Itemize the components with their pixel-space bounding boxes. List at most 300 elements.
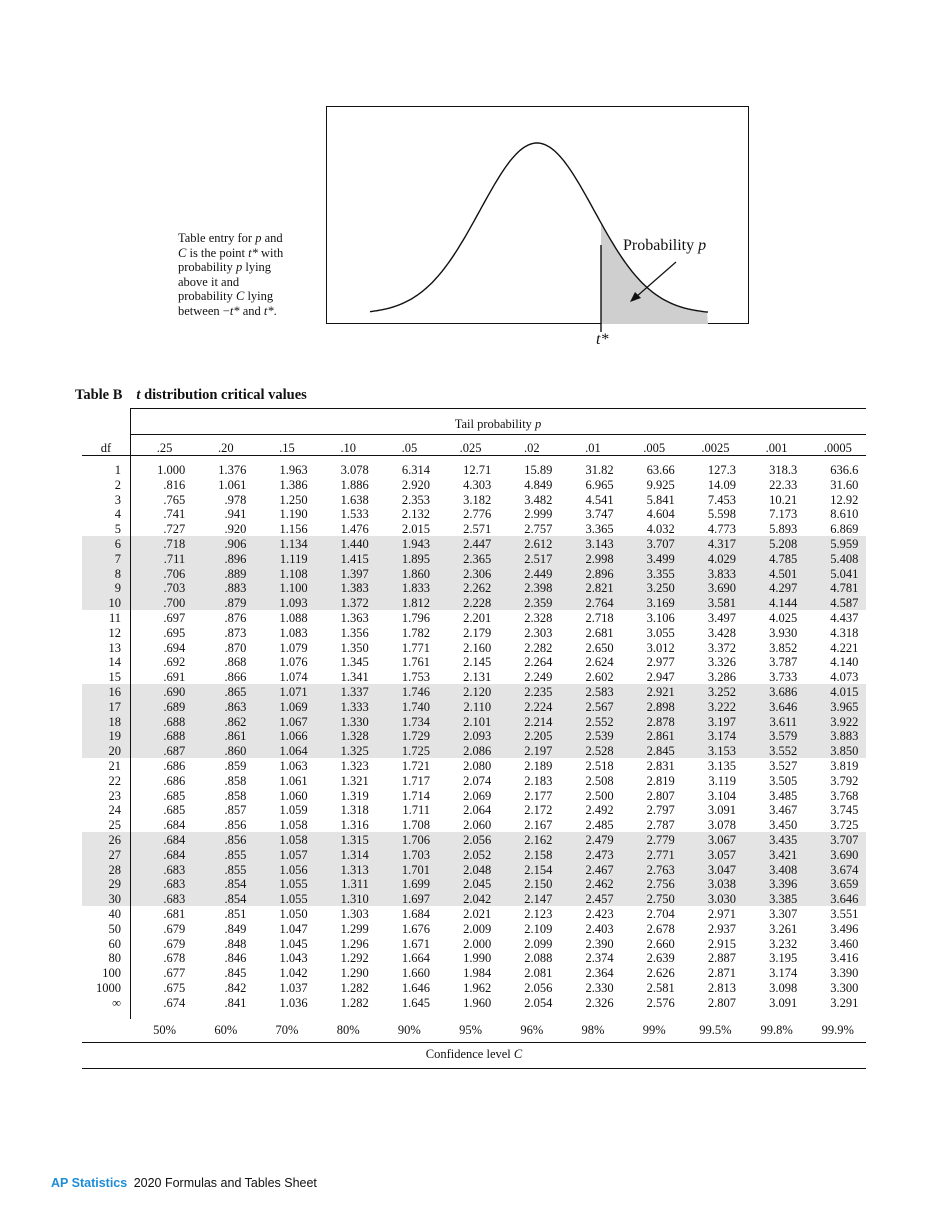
critical-value-cell: .703 <box>163 581 186 596</box>
critical-value-cell: 3.674 <box>830 862 859 877</box>
critical-value-cell: 1.064 <box>279 744 308 759</box>
critical-value-cell: 2.147 <box>524 892 553 907</box>
critical-value-cell: 2.390 <box>585 936 614 951</box>
df-cell: 26 <box>108 833 121 847</box>
critical-value-cell: 1.055 <box>279 892 308 907</box>
critical-value-cell: 1.058 <box>279 833 308 847</box>
critical-value-cell: 2.779 <box>646 833 675 847</box>
critical-value-cell: 2.064 <box>463 803 492 818</box>
critical-value-cell: 3.833 <box>707 566 736 581</box>
critical-value-cell: 3.106 <box>646 611 675 625</box>
df-cell: 30 <box>108 892 121 907</box>
critical-value-cell: 2.069 <box>463 788 492 803</box>
critical-value-cell: 1.056 <box>279 862 308 877</box>
critical-value-cell: 5.598 <box>707 507 736 522</box>
critical-value-cell: 1.323 <box>340 759 369 773</box>
critical-value-cell: 4.297 <box>769 581 798 596</box>
critical-value-cell: 3.174 <box>707 729 736 744</box>
critical-value-cell: 1.734 <box>401 714 430 729</box>
critical-value-cell: 3.485 <box>769 788 798 803</box>
critical-value-cell: 3.482 <box>524 492 553 507</box>
critical-value-cell: 1.311 <box>341 877 369 892</box>
critical-value-cell: 1.895 <box>401 551 430 566</box>
critical-value-cell: 2.602 <box>585 670 614 685</box>
critical-value-cell: 1.250 <box>279 492 308 507</box>
critical-value-cell: 10.21 <box>769 492 798 507</box>
critical-value-cell: 3.450 <box>769 818 798 833</box>
critical-value-cell: 2.364 <box>585 966 614 981</box>
column-header-p: .0025 <box>701 441 730 455</box>
critical-value-cell: 636.6 <box>830 463 859 477</box>
critical-value-cell: 2.132 <box>401 507 430 522</box>
df-cell: 9 <box>114 581 121 596</box>
critical-value-cell: 4.541 <box>585 492 614 507</box>
critical-value-cell: 2.457 <box>585 892 614 907</box>
critical-value-cell: 2.403 <box>585 921 614 936</box>
critical-value-cell: 2.528 <box>585 744 614 759</box>
critical-value-cell: 3.261 <box>769 921 798 936</box>
critical-value-cell: 1.042 <box>279 966 308 981</box>
critical-value-cell: 2.120 <box>463 685 492 699</box>
critical-value-cell: 1.886 <box>340 477 369 492</box>
df-cell: 5 <box>114 522 121 537</box>
critical-value-cell: .863 <box>224 699 247 714</box>
critical-value-cell: 1.061 <box>279 773 308 788</box>
critical-value-cell: 1.372 <box>340 596 369 611</box>
critical-value-cell: 3.250 <box>646 581 675 596</box>
critical-value-cell: 2.201 <box>463 611 492 625</box>
critical-value-cell: 1.314 <box>340 847 369 862</box>
critical-value-cell: 3.552 <box>769 744 798 759</box>
critical-value-cell: 2.109 <box>524 921 553 936</box>
critical-value-cell: 4.604 <box>646 507 675 522</box>
critical-value-cell: 5.408 <box>830 551 859 566</box>
critical-value-cell: 4.317 <box>707 537 736 551</box>
critical-value-cell: .859 <box>224 759 247 773</box>
critical-value-cell: 3.098 <box>769 981 798 995</box>
critical-value-cell: 1.860 <box>401 566 430 581</box>
critical-value-cell: 2.183 <box>524 773 553 788</box>
critical-value-cell: 3.195 <box>769 951 798 966</box>
critical-value-cell: .854 <box>224 892 247 907</box>
critical-value-cell: 1.299 <box>340 921 369 936</box>
table-title: Table B t distribution critical values <box>75 387 307 403</box>
critical-value-cell: 1.714 <box>401 788 430 803</box>
critical-value-cell: 3.091 <box>707 803 736 818</box>
critical-value-cell: .695 <box>163 625 186 640</box>
critical-value-cell: 127.3 <box>707 463 736 477</box>
critical-value-cell: 3.930 <box>769 625 798 640</box>
critical-value-cell: 1.740 <box>401 699 430 714</box>
critical-value-cell: .683 <box>163 862 186 877</box>
critical-value-cell: 1.066 <box>279 729 308 744</box>
critical-value-cell: 2.449 <box>524 566 553 581</box>
critical-value-cell: 2.518 <box>585 759 614 773</box>
tail-header-rule <box>130 434 866 435</box>
critical-value-cell: 1.356 <box>340 625 369 640</box>
probability-arrow <box>636 262 676 297</box>
critical-value-cell: 1.282 <box>340 981 369 995</box>
critical-value-cell: 2.359 <box>524 596 553 611</box>
confidence-level-cell: 50% <box>153 1023 177 1037</box>
critical-value-cell: 3.551 <box>830 907 859 921</box>
critical-value-cell: 2.887 <box>707 951 736 966</box>
critical-value-cell: 3.408 <box>769 862 798 877</box>
df-cell: 80 <box>108 951 121 966</box>
critical-value-cell: 2.145 <box>463 655 492 670</box>
critical-value-cell: 3.965 <box>830 699 859 714</box>
critical-value-cell: 2.639 <box>646 951 675 966</box>
probability-label: Probability p <box>623 237 707 254</box>
critical-value-cell: 5.841 <box>646 492 675 507</box>
critical-value-cell: 1.310 <box>340 892 369 907</box>
critical-value-cell: .694 <box>163 640 186 655</box>
critical-value-cell: 2.757 <box>524 522 553 537</box>
df-cell: 12 <box>108 625 121 640</box>
critical-value-cell: 1.050 <box>279 907 308 921</box>
table-top-rule <box>130 408 866 409</box>
critical-value-cell: .855 <box>224 862 247 877</box>
df-cell: ∞ <box>112 995 121 1010</box>
critical-value-cell: 2.831 <box>646 759 675 773</box>
critical-value-cell: 3.922 <box>830 714 859 729</box>
critical-value-cell: 6.314 <box>401 463 430 477</box>
critical-value-cell: 1.079 <box>279 640 308 655</box>
confidence-level-cell: 95% <box>459 1023 483 1037</box>
critical-value-cell: 4.032 <box>646 522 675 537</box>
critical-value-cell: 3.232 <box>769 936 798 951</box>
critical-value-cell: 1.083 <box>279 625 308 640</box>
critical-value-cell: 3.707 <box>830 833 859 847</box>
critical-value-cell: .679 <box>163 936 186 951</box>
critical-value-cell: 2.306 <box>463 566 492 581</box>
critical-value-cell: .706 <box>163 566 186 581</box>
critical-value-cell: .765 <box>163 492 186 507</box>
critical-value-cell: .684 <box>163 833 186 847</box>
critical-value-cell: 1.043 <box>279 951 308 966</box>
table-bottom-rule <box>82 1068 866 1069</box>
critical-value-cell: 1.318 <box>340 803 369 818</box>
critical-value-cell: 2.154 <box>524 862 553 877</box>
critical-value-cell: 3.390 <box>830 966 859 981</box>
df-cell: 16 <box>108 685 121 699</box>
critical-value-cell: 3.467 <box>769 803 798 818</box>
critical-value-cell: 2.088 <box>524 951 553 966</box>
confidence-level-cell: 60% <box>214 1023 238 1037</box>
critical-value-cell: .686 <box>163 759 186 773</box>
critical-value-cell: 2.189 <box>524 759 553 773</box>
critical-value-cell: 3.659 <box>830 877 859 892</box>
df-cell: 18 <box>108 714 121 729</box>
critical-value-cell: 2.977 <box>646 655 675 670</box>
critical-value-cell: 1.058 <box>279 818 308 833</box>
critical-value-cell: 3.055 <box>646 625 675 640</box>
column-header-p: .15 <box>279 441 295 455</box>
df-cell: 17 <box>108 699 121 714</box>
critical-value-cell: 3.326 <box>707 655 736 670</box>
critical-value-cell: 1.962 <box>463 981 492 995</box>
critical-value-cell: 2.000 <box>463 936 492 951</box>
critical-value-cell: 2.998 <box>585 551 614 566</box>
critical-value-cell: 4.029 <box>707 551 736 566</box>
critical-value-cell: 2.282 <box>524 640 553 655</box>
critical-value-cell: 6.869 <box>830 522 859 537</box>
critical-value-cell: 2.249 <box>524 670 553 685</box>
critical-value-cell: 2.896 <box>585 566 614 581</box>
critical-value-cell: 1.717 <box>401 773 430 788</box>
critical-value-cell: 4.140 <box>830 655 859 670</box>
df-cell: 1 <box>114 463 121 477</box>
df-cell: 20 <box>108 744 121 759</box>
critical-value-cell: 15.89 <box>524 463 553 477</box>
critical-value-cell: 2.048 <box>463 862 492 877</box>
critical-value-cell: 1.415 <box>340 551 369 566</box>
critical-value-cell: 3.496 <box>830 921 859 936</box>
critical-value-cell: 3.396 <box>769 877 798 892</box>
confidence-level-cell: 80% <box>336 1023 360 1037</box>
critical-value-cell: .856 <box>224 833 247 847</box>
critical-value-cell: 3.733 <box>769 670 798 685</box>
critical-value-cell: 1.045 <box>279 936 308 951</box>
critical-value-cell: 2.937 <box>707 921 736 936</box>
critical-value-cell: .866 <box>224 670 247 685</box>
critical-value-cell: 3.690 <box>707 581 736 596</box>
critical-value-cell: .697 <box>163 611 186 625</box>
critical-value-cell: 2.101 <box>463 714 492 729</box>
critical-value-cell: 3.078 <box>707 818 736 833</box>
critical-value-cell: 1.761 <box>401 655 430 670</box>
critical-value-cell: 2.462 <box>585 877 614 892</box>
critical-value-cell: 1.833 <box>401 581 430 596</box>
critical-value-cell: 1.057 <box>279 847 308 862</box>
df-cell: 40 <box>108 907 121 921</box>
critical-value-cell: 1.711 <box>402 803 430 818</box>
critical-value-cell: 3.690 <box>830 847 859 862</box>
critical-value-cell: .700 <box>163 596 186 611</box>
df-cell: 19 <box>108 729 121 744</box>
critical-value-cell: 2.898 <box>646 699 675 714</box>
critical-value-cell: 4.318 <box>830 625 859 640</box>
tail-probability-header: Tail probability p <box>454 417 542 431</box>
critical-value-cell: .683 <box>163 892 186 907</box>
critical-value-cell: 3.078 <box>340 463 369 477</box>
critical-value-cell: 2.080 <box>463 759 492 773</box>
critical-value-cell: 2.492 <box>585 803 614 818</box>
critical-value-cell: 2.197 <box>524 744 553 759</box>
critical-value-cell: .684 <box>163 818 186 833</box>
critical-value-cell: 9.925 <box>646 477 675 492</box>
critical-value-cell: 3.421 <box>769 847 798 862</box>
critical-value-cell: 2.567 <box>585 699 614 714</box>
critical-value-cell: .920 <box>224 522 247 537</box>
confidence-level-cell: 70% <box>275 1023 299 1037</box>
critical-value-cell: 12.71 <box>463 463 492 477</box>
critical-value-cell: 1.282 <box>340 995 369 1010</box>
critical-value-cell: .854 <box>224 877 247 892</box>
critical-value-cell: 2.015 <box>401 522 430 537</box>
critical-value-cell: 2.999 <box>524 507 553 522</box>
critical-value-cell: 2.479 <box>585 833 614 847</box>
critical-value-cell: 1.796 <box>401 611 430 625</box>
critical-value-cell: 3.581 <box>707 596 736 611</box>
critical-value-cell: 1.060 <box>279 788 308 803</box>
critical-value-cell: 63.66 <box>646 463 675 477</box>
critical-value-cell: 1.729 <box>401 729 430 744</box>
critical-value-cell: 1.697 <box>401 892 430 907</box>
critical-value-cell: 2.660 <box>646 936 675 951</box>
critical-value-cell: 3.307 <box>769 907 798 921</box>
critical-value-cell: 1.990 <box>463 951 492 966</box>
critical-value-cell: 2.612 <box>524 537 553 551</box>
critical-value-cell: 2.878 <box>646 714 675 729</box>
critical-value-cell: 4.073 <box>830 670 859 685</box>
critical-value-cell: 2.131 <box>463 670 492 685</box>
critical-value-cell: 1.328 <box>340 729 369 744</box>
critical-value-cell: .857 <box>224 803 247 818</box>
critical-value-cell: 2.423 <box>585 907 614 921</box>
critical-value-cell: 2.921 <box>646 685 675 699</box>
critical-value-cell: 1.345 <box>340 655 369 670</box>
critical-value-cell: 2.787 <box>646 818 675 833</box>
critical-value-cell: .861 <box>224 729 247 744</box>
df-column-rule <box>130 408 131 1019</box>
df-cell: 4 <box>114 507 121 522</box>
critical-value-cell: 4.025 <box>769 611 798 625</box>
critical-value-cell: 3.182 <box>463 492 492 507</box>
critical-value-cell: 3.174 <box>769 966 798 981</box>
critical-value-cell: .690 <box>163 685 186 699</box>
df-header: df <box>100 441 112 455</box>
critical-value-cell: 1.074 <box>279 670 308 685</box>
column-header-p: .01 <box>585 441 601 455</box>
critical-value-cell: 1.645 <box>401 995 430 1010</box>
critical-value-cell: 2.756 <box>646 877 675 892</box>
critical-value-cell: 2.947 <box>646 670 675 685</box>
critical-value-cell: 4.437 <box>830 611 859 625</box>
critical-value-cell: 1.397 <box>340 566 369 581</box>
critical-value-cell: 3.385 <box>769 892 798 907</box>
critical-value-cell: 2.813 <box>707 981 736 995</box>
critical-value-cell: 22.33 <box>769 477 798 492</box>
critical-value-cell: 3.747 <box>585 507 614 522</box>
critical-value-cell: 1.350 <box>340 640 369 655</box>
critical-value-cell: 2.235 <box>524 685 553 699</box>
critical-value-cell: 2.681 <box>585 625 614 640</box>
critical-value-cell: 1.476 <box>340 522 369 537</box>
critical-value-cell: 1.753 <box>401 670 430 685</box>
critical-value-cell: 2.915 <box>707 936 736 951</box>
critical-value-cell: 1.638 <box>340 492 369 507</box>
critical-value-cell: 1.088 <box>279 611 308 625</box>
footer-brand: AP Statistics <box>51 1176 128 1190</box>
critical-value-cell: 2.205 <box>524 729 553 744</box>
critical-value-cell: .727 <box>163 522 186 537</box>
critical-value-cell: 5.893 <box>769 522 798 537</box>
critical-value-cell: 4.587 <box>830 596 859 611</box>
critical-value-cell: .684 <box>163 847 186 862</box>
critical-value-cell: 2.763 <box>646 862 675 877</box>
critical-value-cell: 1.059 <box>279 803 308 818</box>
critical-value-cell: 3.497 <box>707 611 736 625</box>
critical-value-cell: .889 <box>224 566 247 581</box>
df-cell: 10 <box>108 596 121 611</box>
critical-value-cell: .841 <box>224 995 247 1010</box>
critical-value-cell: .685 <box>163 803 186 818</box>
critical-value-cell: 1.290 <box>340 966 369 981</box>
critical-value-cell: 1.316 <box>340 818 369 833</box>
critical-value-cell: 1.721 <box>401 759 430 773</box>
critical-value-cell: 2.539 <box>585 729 614 744</box>
critical-value-cell: 2.056 <box>524 981 553 995</box>
critical-value-cell: 1.671 <box>401 936 430 951</box>
critical-value-cell: 2.224 <box>524 699 553 714</box>
critical-value-cell: 1.321 <box>340 773 369 788</box>
critical-value-cell: 3.057 <box>707 847 736 862</box>
footer-title: 2020 Formulas and Tables Sheet <box>133 1176 317 1190</box>
critical-value-cell: .685 <box>163 788 186 803</box>
critical-value-cell: 1.325 <box>340 744 369 759</box>
critical-value-cell: .677 <box>163 966 186 981</box>
critical-value-cell: .858 <box>224 788 247 803</box>
df-cell: 7 <box>114 551 121 566</box>
critical-value-cell: .842 <box>224 981 247 995</box>
critical-value-cell: 1.701 <box>401 862 430 877</box>
critical-value-cell: 2.021 <box>463 907 492 921</box>
critical-value-cell: 2.624 <box>585 655 614 670</box>
critical-value-cell: 3.416 <box>830 951 859 966</box>
confidence-level-cell: 90% <box>397 1023 421 1037</box>
critical-value-cell: 1.330 <box>340 714 369 729</box>
critical-value-cell: 8.610 <box>830 507 859 522</box>
critical-value-cell: 1.725 <box>401 744 430 759</box>
critical-value-cell: 2.081 <box>524 966 553 981</box>
df-cell: 28 <box>108 862 121 877</box>
critical-value-cell: 4.501 <box>769 566 798 581</box>
confidence-level-cell: 99.5% <box>699 1023 732 1037</box>
critical-value-cell: 2.797 <box>646 803 675 818</box>
critical-value-cell: 7.453 <box>707 492 736 507</box>
critical-value-cell: .862 <box>224 714 247 729</box>
t-distribution-figure <box>326 106 756 356</box>
critical-value-cell: 3.197 <box>707 714 736 729</box>
critical-value-cell: 3.291 <box>830 995 859 1010</box>
critical-value-cell: 2.861 <box>646 729 675 744</box>
critical-value-cell: 1.706 <box>401 833 430 847</box>
critical-value-cell: 1.119 <box>279 551 308 566</box>
df-cell: 6 <box>114 537 121 551</box>
critical-value-cell: 1.296 <box>340 936 369 951</box>
df-cell: 27 <box>108 847 121 862</box>
critical-value-cell: 2.074 <box>463 773 492 788</box>
df-cell: 8 <box>114 566 121 581</box>
critical-value-cell: 2.576 <box>646 995 675 1010</box>
df-cell: 2 <box>114 477 121 492</box>
critical-value-cell: .686 <box>163 773 186 788</box>
critical-value-cell: 1.660 <box>401 966 430 981</box>
critical-value-cell: 1.036 <box>279 995 308 1010</box>
df-cell: 21 <box>108 759 121 773</box>
critical-value-cell: .941 <box>224 507 247 522</box>
critical-value-cell: 3.499 <box>646 551 675 566</box>
critical-value-cell: 1.646 <box>401 981 430 995</box>
critical-value-cell: 1.067 <box>279 714 308 729</box>
critical-value-cell: 3.505 <box>769 773 798 788</box>
critical-value-cell: 3.104 <box>707 788 736 803</box>
critical-value-cell: 1.533 <box>340 507 369 522</box>
critical-value-cell: 3.119 <box>708 773 736 788</box>
critical-value-cell: 3.222 <box>707 699 736 714</box>
critical-value-cell: 2.500 <box>585 788 614 803</box>
